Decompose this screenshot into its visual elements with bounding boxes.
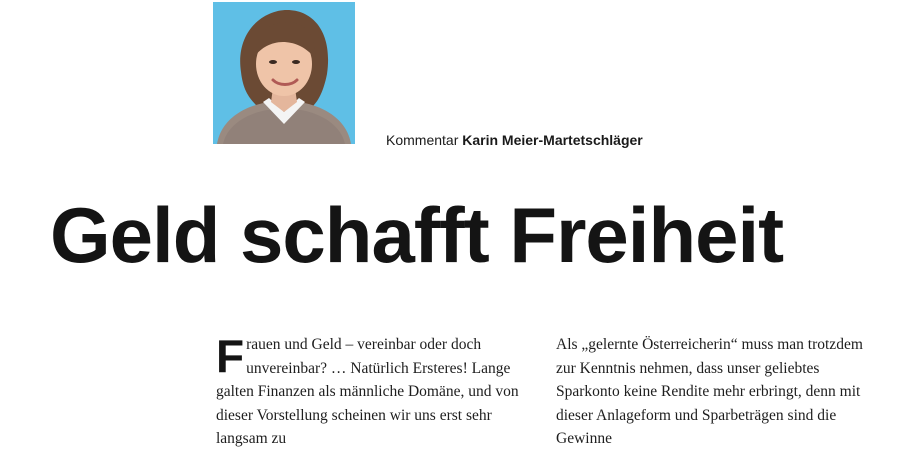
paragraph-left-text: rauen und Geld – vereinbar oder doch unvereinbar? … Natürlich Ersteres! Lange galten Finanzen als männliche Domäne, und von dieser Vorstellung scheinen wir uns erst sehr langsam zu [216, 336, 519, 447]
paragraph-right: Als „gelernte Österreicherin“ muss man trotzdem zur Kenntnis nehmen, dass unser geliebtes Sparkonto keine Rendite mehr erbringt, denn mit dieser Anlageform und Sparbeträgen sind die Gewinne [556, 336, 863, 447]
portrait-photo [213, 2, 355, 144]
paragraph-left [216, 330, 536, 451]
article-column-right [556, 333, 866, 451]
byline-author: Karin Meier-Martetschläger [462, 132, 643, 148]
headline: Geld schafft Freiheit [50, 191, 784, 279]
author-portrait [213, 2, 355, 144]
byline [386, 132, 643, 148]
article-column-left [216, 330, 536, 451]
drop-cap: F [216, 330, 245, 382]
byline-prefix: Kommentar [386, 132, 459, 148]
